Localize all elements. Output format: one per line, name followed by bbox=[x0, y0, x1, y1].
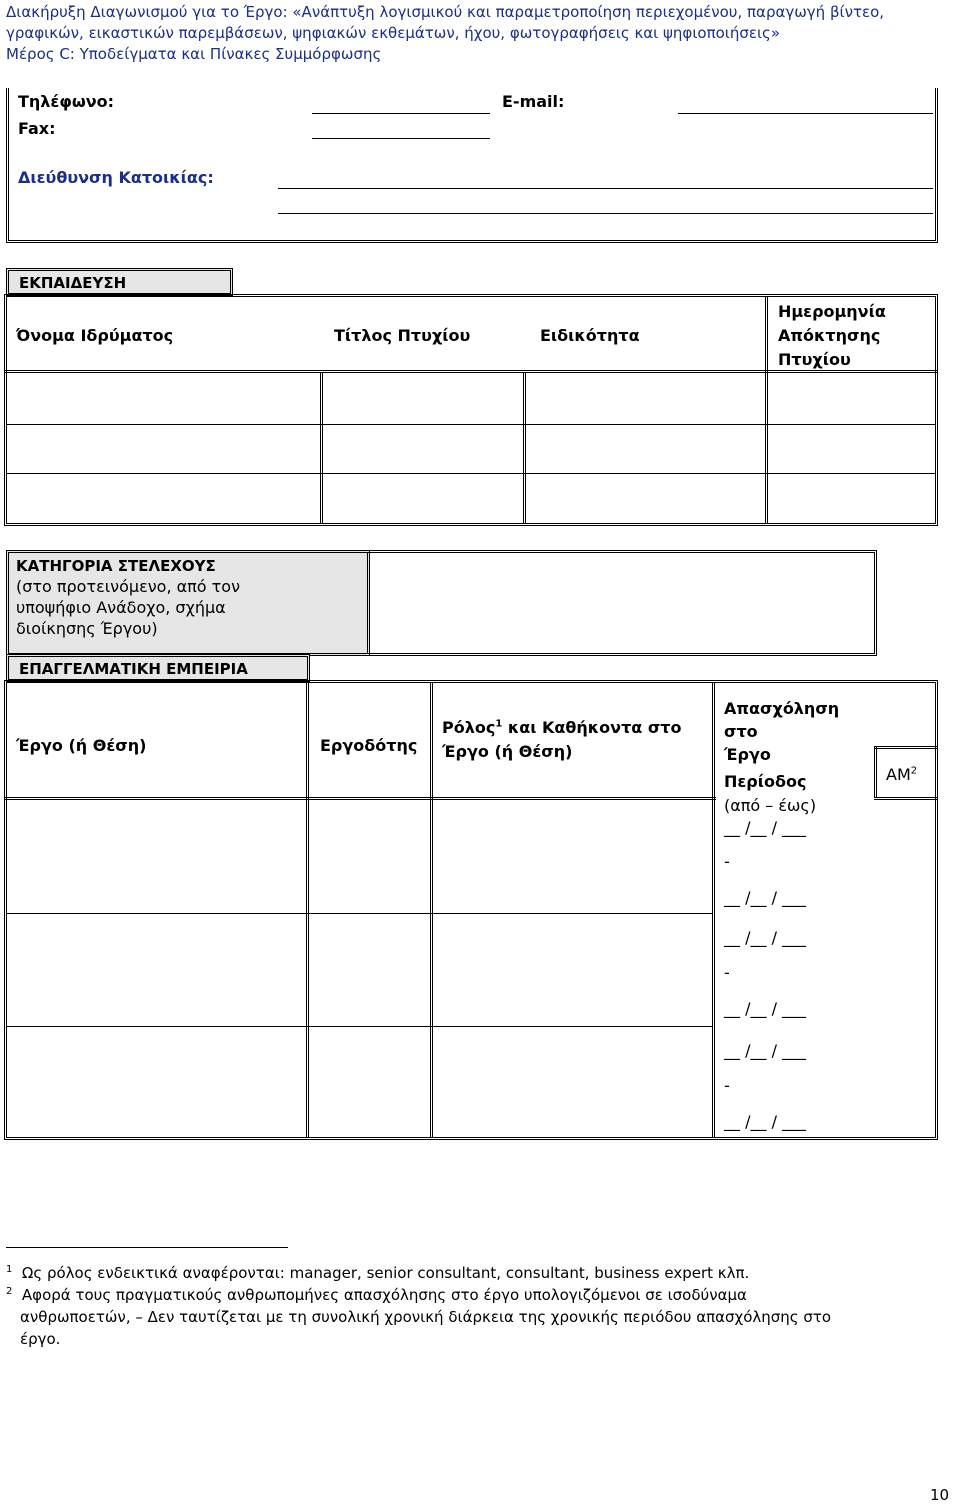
address-field-1[interactable] bbox=[278, 188, 933, 189]
category-text bbox=[16, 556, 240, 639]
phone-field[interactable] bbox=[312, 113, 490, 114]
education-row-divider-1 bbox=[7, 424, 935, 425]
row2-date-from[interactable]: __ /__ / ___ bbox=[724, 928, 807, 947]
col-am bbox=[886, 764, 917, 785]
footnote-2-line-b: ανθρωποετών, – Δεν ταυτίζεται με τη συνολική χρονική διάρκεια της χρονικής περιόδου απασχόλησης στο bbox=[20, 1308, 832, 1326]
experience-am-top bbox=[874, 746, 938, 749]
row1-dash: - bbox=[724, 852, 730, 871]
row1-date-to[interactable]: __ /__ / ___ bbox=[724, 888, 807, 907]
col-role-c: Έργο (ή Θέση) bbox=[442, 742, 573, 761]
col-employment-b: Έργο bbox=[724, 745, 771, 764]
experience-col-divider-3 bbox=[712, 683, 715, 1137]
footnote-2-line-c: έργο. bbox=[20, 1330, 61, 1348]
col-am-footnote-ref: 2 bbox=[910, 765, 918, 777]
experience-row-divider-2 bbox=[7, 1026, 712, 1027]
footnotes bbox=[6, 1262, 946, 1350]
col-role-footnote-ref: 1 bbox=[495, 718, 503, 730]
row3-date-to[interactable]: __ /__ / ___ bbox=[724, 1112, 807, 1131]
header-line-1: Διακήρυξη Διαγωνισμού για το Έργο: «Ανάπτυξη λογισμικού και παραμετροποίηση περιεχομένου, παραγωγή βίντεο, bbox=[6, 3, 885, 21]
col-institution: Όνομα Ιδρύματος bbox=[16, 326, 174, 345]
category-line-1: (στο προτεινόμενο, από τον bbox=[16, 577, 241, 596]
email-field[interactable] bbox=[678, 113, 933, 114]
phone-label: Τηλέφωνο: bbox=[18, 92, 115, 111]
col-specialty: Ειδικότητα bbox=[540, 326, 640, 345]
col-employment bbox=[724, 697, 874, 816]
experience-header-divider bbox=[4, 797, 716, 800]
header-line-2: γραφικών, εικαστικών παρεμβάσεων, ψηφιακών εκθεμάτων, ήχου, φωτογραφήσεις και ψηφιοποιήσεις» bbox=[6, 24, 781, 42]
category-line-2: υποψήφιο Ανάδοχο, σχήμα bbox=[16, 598, 226, 617]
experience-col-divider-2 bbox=[430, 683, 433, 1137]
education-title: ΕΚΠΑΙΔΕΥΣΗ bbox=[19, 274, 127, 292]
email-label: E-mail: bbox=[502, 92, 565, 111]
row2-dash: - bbox=[724, 963, 730, 982]
experience-row-divider-1 bbox=[7, 913, 712, 914]
col-period: Περίοδος bbox=[724, 772, 807, 791]
footnote-2-number: 2 bbox=[6, 1286, 13, 1297]
education-row-divider-2 bbox=[7, 473, 935, 474]
row2-date-to[interactable]: __ /__ / ___ bbox=[724, 999, 807, 1018]
address-label: Διεύθυνση Κατοικίας: bbox=[18, 168, 214, 187]
col-role bbox=[442, 716, 707, 764]
category-title: ΚΑΤΗΓΟΡΙΑ ΣΤΕΛΕΧΟΥΣ bbox=[16, 557, 216, 575]
header-line-3: Μέρος C: Υποδείγματα και Πίνακες Συμμόρφωσης bbox=[6, 45, 382, 63]
footnote-2 bbox=[6, 1284, 946, 1306]
education-col-divider-2 bbox=[523, 372, 526, 523]
fax-label: Fax: bbox=[18, 119, 56, 138]
col-degree: Τίτλος Πτυχίου bbox=[334, 326, 471, 345]
experience-title-box bbox=[6, 654, 310, 682]
experience-header-divider-am bbox=[874, 797, 938, 800]
page-number: 10 bbox=[930, 1486, 950, 1504]
row3-dash: - bbox=[724, 1076, 730, 1095]
experience-title: ΕΠΑΓΓΕΛΜΑΤΙΚΗ ΕΜΠΕΙΡΙΑ bbox=[19, 660, 248, 678]
category-value-box[interactable] bbox=[367, 550, 877, 656]
experience-col-divider-am bbox=[874, 746, 877, 798]
contact-box bbox=[6, 88, 938, 243]
experience-col-divider-1 bbox=[306, 683, 309, 1137]
col-date-acquired: Ημερομηνία Απόκτησης Πτυχίου bbox=[778, 302, 886, 369]
category-line-3: διοίκησης Έργου) bbox=[16, 619, 158, 638]
education-col-divider-1 bbox=[320, 372, 323, 523]
footnote-1-number: 1 bbox=[6, 1264, 13, 1275]
education-col-divider-3 bbox=[765, 297, 768, 523]
col-am-label: ΑΜ bbox=[886, 765, 911, 784]
col-period-range: (από – έως) bbox=[724, 796, 817, 815]
footnote-1 bbox=[6, 1262, 946, 1284]
row3-date-from[interactable]: __ /__ / ___ bbox=[724, 1041, 807, 1060]
row1-date-from[interactable]: __ /__ / ___ bbox=[724, 818, 807, 837]
document-header bbox=[6, 2, 956, 65]
footnote-2-text-a: Αφορά τους πραγματικούς ανθρωπομήνες απασχόλησης στο έργο υπολογιζόμενοι σε ισοδύναμα bbox=[21, 1286, 747, 1304]
fax-field[interactable] bbox=[312, 138, 490, 139]
education-title-box bbox=[6, 268, 233, 296]
address-field-2[interactable] bbox=[278, 213, 933, 214]
col-role-b: και Καθήκοντα στο bbox=[502, 718, 682, 737]
col-employment-a: Απασχόληση στο bbox=[724, 699, 840, 741]
footnote-separator bbox=[6, 1247, 288, 1248]
col-employer: Εργοδότης bbox=[320, 736, 418, 755]
col-project: Έργο (ή Θέση) bbox=[16, 736, 147, 755]
col-role-a: Ρόλος bbox=[442, 718, 496, 737]
footnote-1-text: Ως ρόλος ενδεικτικά αναφέρονται: manager, senior consultant, consultant, business expert κλπ. bbox=[21, 1264, 750, 1282]
